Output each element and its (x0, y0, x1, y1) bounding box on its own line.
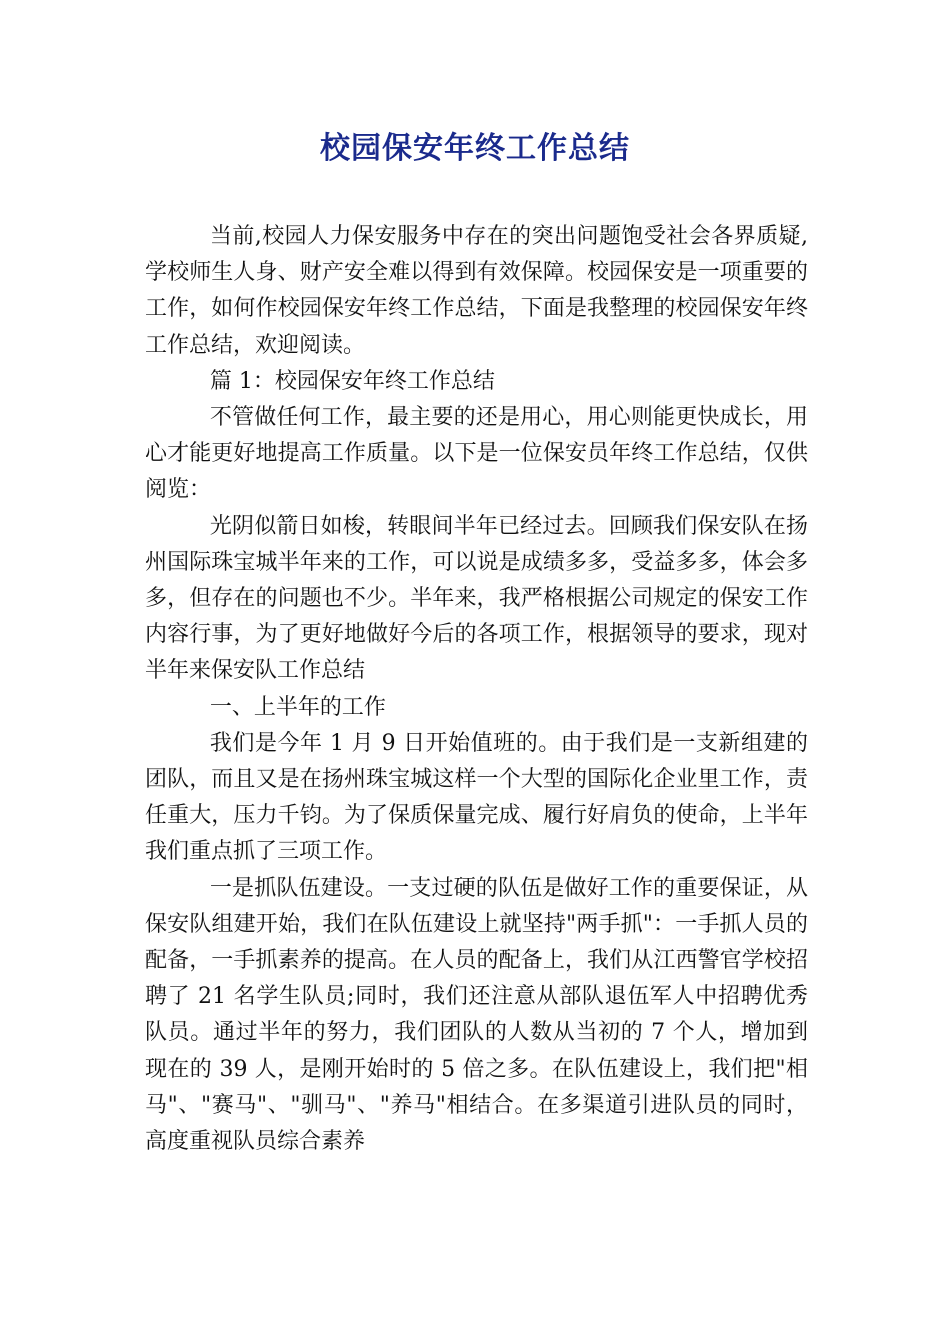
document-body (145, 219, 808, 1160)
section-heading-part-1: 篇 1：校园保安年终工作总结 (209, 368, 495, 394)
document-title: 校园保安年终工作总结 (320, 131, 630, 166)
paragraph-start-duty: 我们是今年 1 月 9 日开始值班的。由于我们是一支新组建的团队，而且又是在扬州珠宝城这样一个大型的国际化企业里工作，责任重大，压力千钧。为了保质保量完成、履行好肩负的使命，上半年我们重点抓了三项工作。 (145, 730, 808, 865)
paragraph-intro: 当前,校园人力保安服务中存在的突出问题饱受社会各界质疑,学校师生人身、财产安全难以得到有效保障。校园保安是一项重要的工作，如何作校园保安年终工作总结，下面是我整理的校园保安年终工作总结，欢迎阅读。 (145, 224, 808, 358)
paragraph-review: 光阴似箭日如梭，转眼间半年已经过去。回顾我们保安队在扬州国际珠宝城半年来的工作，可以说是成绩多多，受益多多，体会多多，但存在的问题也不少。半年来，我严格根据公司规定的保安工作内容行事，为了更好地做好今后的各项工作，根据领导的要求，现对半年来保安队工作总结 (145, 513, 808, 684)
paragraph-preface: 不管做任何工作，最主要的还是用心，用心则能更快成长，用心才能更好地提高工作质量。以下是一位保安员年终工作总结，仅供阅览： (145, 405, 808, 503)
section-heading-first-half: 一、上半年的工作 (209, 694, 386, 720)
paragraph-team-building: 一是抓队伍建设。一支过硬的队伍是做好工作的重要保证，从保安队组建开始，我们在队伍建设上就坚持"两手抓"：一手抓人员的配备，一手抓素养的提高。在人员的配备上，我们从江西警官学校招聘了 21 名学生队员;同时，我们还注意从部队退伍军人中招聘优秀队员。通过半年的努力，我们团队的人数从当初的 7 个人，增加到现在的 39 人，是刚开始时的 5 倍之多。在队伍建设上，我们把"相马"、"赛马"、"驯马"、"养马"相结合。在多渠道引进队员的同时，高度重视队员综合素养 (145, 875, 808, 1155)
